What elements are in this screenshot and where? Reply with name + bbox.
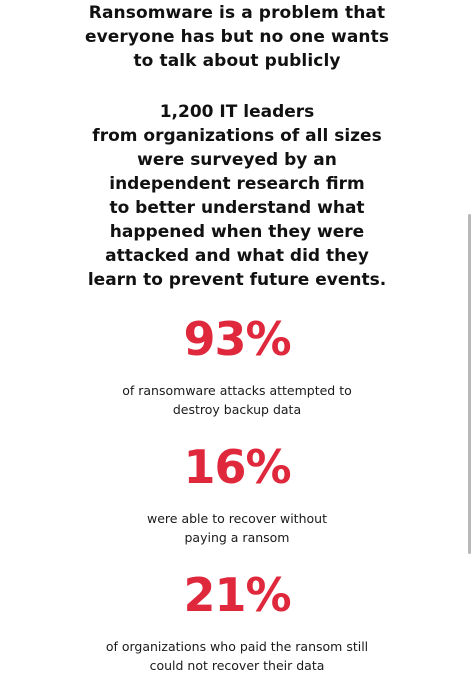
stat-value: 21%: [183, 568, 291, 622]
stat-block-paid-no-recovery: [0, 567, 474, 675]
intro-line: happened when they were: [109, 222, 365, 242]
stat-description-line: of ransomware attacks attempted to: [122, 383, 352, 398]
stat-description-line: could not recover their data: [149, 657, 325, 673]
headline: [0, 1, 474, 73]
vertical-scrollbar[interactable]: [468, 214, 471, 554]
stat-description-line: of organizations who paid the ransom still: [105, 639, 369, 654]
stat-block-recover-without-ransom: [0, 439, 474, 547]
headline-line: Ransomware is a problem that: [88, 3, 386, 23]
intro-paragraph: [0, 100, 474, 292]
headline-line: to talk about publicly: [133, 51, 341, 71]
stat-description-line: paying a ransom: [184, 529, 290, 545]
stat-description: [0, 382, 474, 419]
stat-description: [0, 510, 474, 547]
stat-description: [0, 638, 474, 675]
intro-line: independent research firm: [109, 174, 365, 194]
stat-description-line: destroy backup data: [172, 401, 302, 417]
intro-line: from organizations of all sizes: [92, 126, 382, 146]
stat-description-line: were able to recover without: [147, 511, 327, 526]
stat-value: 93%: [183, 312, 291, 366]
stat-block-backup-attacks: [0, 311, 474, 419]
headline-line: everyone has but no one wants: [84, 27, 390, 47]
intro-line: 1,200 IT leaders: [159, 102, 315, 122]
intro-line: attacked and what did they: [105, 246, 369, 266]
intro-line: learn to prevent future events.: [87, 270, 387, 290]
intro-line: were surveyed by an: [137, 150, 337, 170]
stat-value: 16%: [183, 440, 291, 494]
intro-line: to better understand what: [109, 198, 365, 218]
